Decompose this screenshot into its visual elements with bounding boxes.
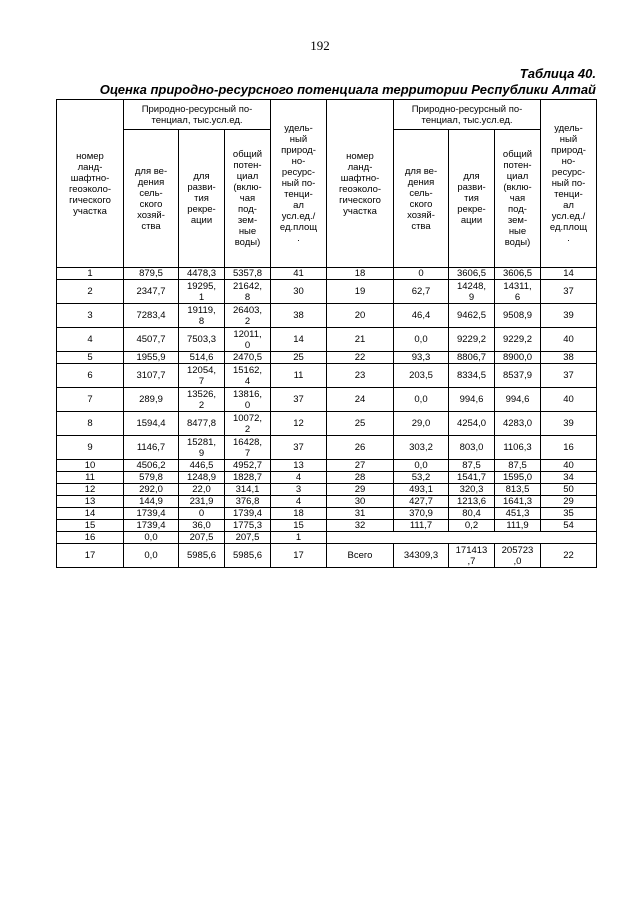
table-row xyxy=(57,268,597,280)
cell-specific-right: 39 xyxy=(541,304,597,328)
cell-total-right: 87,5 xyxy=(495,460,541,472)
cell-specific-right: 54 xyxy=(541,520,597,532)
cell-specific-left: 37 xyxy=(271,436,327,460)
cell-total-left: 1828,7 xyxy=(225,472,271,484)
cell-recreation-left: 19119, 8 xyxy=(179,304,225,328)
table-row-total xyxy=(57,544,597,568)
cell-agri-right: 62,7 xyxy=(394,280,449,304)
cell-specific-left: 25 xyxy=(271,352,327,364)
cell-plot-left: 5 xyxy=(57,352,124,364)
cell-total-left: 15162, 4 xyxy=(225,364,271,388)
cell-plot-left: 11 xyxy=(57,472,124,484)
header-row-top xyxy=(57,100,597,130)
col-header-recreation-left: для разви- тия рекре- ации xyxy=(179,130,225,268)
cell-plot-right: 32 xyxy=(327,520,394,532)
cell-total-right: 8900,0 xyxy=(495,352,541,364)
cell-specific-left: 1 xyxy=(271,532,327,544)
cell-recreation-right: 1213,6 xyxy=(449,496,495,508)
cell-specific-right: 34 xyxy=(541,472,597,484)
table-row xyxy=(57,484,597,496)
cell-recreation-right: 3606,5 xyxy=(449,268,495,280)
cell-plot-left: 12 xyxy=(57,484,124,496)
cell-total-left: 10072, 2 xyxy=(225,412,271,436)
col-header-agri-right: для ве- дения сель- ского хозяй- ства xyxy=(394,130,449,268)
cell-recreation-left: 7503,3 xyxy=(179,328,225,352)
table-row xyxy=(57,532,597,544)
table-row xyxy=(57,352,597,364)
cell-specific-left: 30 xyxy=(271,280,327,304)
cell-plot-left: 13 xyxy=(57,496,124,508)
cell-agri-right: 111,7 xyxy=(394,520,449,532)
cell-specific-right: 29 xyxy=(541,496,597,508)
cell-total-right: 9229,2 xyxy=(495,328,541,352)
table-row xyxy=(57,496,597,508)
cell-agri-left: 289,9 xyxy=(124,388,179,412)
cell-total-right: 205723 ,0 xyxy=(495,544,541,568)
cell-recreation-left: 19295, 1 xyxy=(179,280,225,304)
cell-agri-left: 292,0 xyxy=(124,484,179,496)
col-header-total-right: общий потен- циал (вклю- чая под- зем- ные воды) xyxy=(495,130,541,268)
cell-plot-right: 23 xyxy=(327,364,394,388)
table-row xyxy=(57,328,597,352)
cell-plot-left: 16 xyxy=(57,532,124,544)
cell-agri-right: 0,0 xyxy=(394,388,449,412)
cell-agri-left: 4507,7 xyxy=(124,328,179,352)
cell-specific-right: 35 xyxy=(541,508,597,520)
cell-specific-left: 13 xyxy=(271,460,327,472)
cell-plot-right: 18 xyxy=(327,268,394,280)
cell-total-left: 16428, 7 xyxy=(225,436,271,460)
cell-agri-right: 93,3 xyxy=(394,352,449,364)
cell-total-right: 451,3 xyxy=(495,508,541,520)
cell-plot-right: 30 xyxy=(327,496,394,508)
cell-total-right: 4283,0 xyxy=(495,412,541,436)
cell-specific-right: 50 xyxy=(541,484,597,496)
cell-agri-right: 203,5 xyxy=(394,364,449,388)
cell-plot-left: 3 xyxy=(57,304,124,328)
cell-specific-right: 16 xyxy=(541,436,597,460)
cell-recreation-left: 15281, 9 xyxy=(179,436,225,460)
cell-specific-right: 37 xyxy=(541,280,597,304)
table-row xyxy=(57,364,597,388)
cell-total-right: 9508,9 xyxy=(495,304,541,328)
cell-agri-left: 0,0 xyxy=(124,544,179,568)
cell-specific-left: 41 xyxy=(271,268,327,280)
table-row xyxy=(57,388,597,412)
cell-agri-right: 29,0 xyxy=(394,412,449,436)
cell-agri-left: 7283,4 xyxy=(124,304,179,328)
table-row xyxy=(57,412,597,436)
cell-plot-right: 22 xyxy=(327,352,394,364)
cell-total-left: 1775,3 xyxy=(225,520,271,532)
cell-plot-left: 4 xyxy=(57,328,124,352)
cell-specific-left: 4 xyxy=(271,496,327,508)
table-row xyxy=(57,280,597,304)
cell-specific-left: 11 xyxy=(271,364,327,388)
cell-plot-right: 20 xyxy=(327,304,394,328)
table-row xyxy=(57,472,597,484)
cell-specific-left: 18 xyxy=(271,508,327,520)
cell-specific-right: 37 xyxy=(541,364,597,388)
cell-plot-right: 29 xyxy=(327,484,394,496)
cell-recreation-left: 12054, 7 xyxy=(179,364,225,388)
cell-agri-right: 0,0 xyxy=(394,460,449,472)
cell-total-right: 14311, 6 xyxy=(495,280,541,304)
cell-plot-left: 8 xyxy=(57,412,124,436)
cell-total-left: 21642, 8 xyxy=(225,280,271,304)
cell-agri-left: 2347,7 xyxy=(124,280,179,304)
cell-recreation-right: 0,2 xyxy=(449,520,495,532)
cell-specific-right: 40 xyxy=(541,388,597,412)
cell-specific-left: 12 xyxy=(271,412,327,436)
cell-plot-left: 1 xyxy=(57,268,124,280)
cell-recreation-left: 36,0 xyxy=(179,520,225,532)
cell-recreation-right: 80,4 xyxy=(449,508,495,520)
cell-agri-right: 53,2 xyxy=(394,472,449,484)
cell-recreation-left: 0 xyxy=(179,508,225,520)
cell-plot-right: 27 xyxy=(327,460,394,472)
col-header-total-left: общий потен- циал (вклю- чая под- зем- ные воды) xyxy=(225,130,271,268)
cell-recreation-right: 1541,7 xyxy=(449,472,495,484)
cell-specific-left: 37 xyxy=(271,388,327,412)
cell-total-right: 8537,9 xyxy=(495,364,541,388)
cell-total-left: 207,5 xyxy=(225,532,271,544)
cell-plot-left: 2 xyxy=(57,280,124,304)
cell-specific-left: 17 xyxy=(271,544,327,568)
table-label: Таблица 40. xyxy=(519,66,596,81)
cell-plot-right: 21 xyxy=(327,328,394,352)
cell-total-left: 5357,8 xyxy=(225,268,271,280)
cell-agri-left: 3107,7 xyxy=(124,364,179,388)
table-row xyxy=(57,460,597,472)
cell-plot-right: 19 xyxy=(327,280,394,304)
table-title: Оценка природно-ресурсного потенциала территории Республики Алтай xyxy=(99,82,596,97)
cell-agri-left: 879,5 xyxy=(124,268,179,280)
table-row xyxy=(57,304,597,328)
cell-recreation-left: 514,6 xyxy=(179,352,225,364)
cell-agri-left: 144,9 xyxy=(124,496,179,508)
cell-agri-right: 0 xyxy=(394,268,449,280)
cell-recreation-right: 14248, 9 xyxy=(449,280,495,304)
cell-specific-left: 14 xyxy=(271,328,327,352)
cell-total-left: 5985,6 xyxy=(225,544,271,568)
cell-plot-left: 9 xyxy=(57,436,124,460)
table-row xyxy=(57,508,597,520)
table-row xyxy=(57,436,597,460)
cell-total-left: 13816, 0 xyxy=(225,388,271,412)
cell-plot-left: 14 xyxy=(57,508,124,520)
cell-plot-right: 24 xyxy=(327,388,394,412)
cell-total-left: 314,1 xyxy=(225,484,271,496)
cell-plot-left: 10 xyxy=(57,460,124,472)
cell-recreation-right: 4254,0 xyxy=(449,412,495,436)
cell-recreation-right: 803,0 xyxy=(449,436,495,460)
cell-recreation-left: 4478,3 xyxy=(179,268,225,280)
cell-specific-right: 38 xyxy=(541,352,597,364)
cell-specific-right: 39 xyxy=(541,412,597,436)
cell-recreation-right: 171413 ,7 xyxy=(449,544,495,568)
cell-recreation-left: 5985,6 xyxy=(179,544,225,568)
cell-total-right: 813,5 xyxy=(495,484,541,496)
cell-recreation-left: 22,0 xyxy=(179,484,225,496)
cell-agri-left: 1594,4 xyxy=(124,412,179,436)
cell-specific-left: 38 xyxy=(271,304,327,328)
cell-total-right: 1641,3 xyxy=(495,496,541,508)
cell-agri-right: 0,0 xyxy=(394,328,449,352)
cell-recreation-right: 87,5 xyxy=(449,460,495,472)
cell-specific-right: 40 xyxy=(541,328,597,352)
col-header-potential-group-right: Природно-ресурсный по- тенциал, тыс.усл.ед. xyxy=(394,100,541,130)
cell-total-right: 1595,0 xyxy=(495,472,541,484)
cell-total-left: 2470,5 xyxy=(225,352,271,364)
cell-agri-right: 34309,3 xyxy=(394,544,449,568)
cell-agri-right: 303,2 xyxy=(394,436,449,460)
cell-total-right: 1106,3 xyxy=(495,436,541,460)
cell-total-left: 12011, 0 xyxy=(225,328,271,352)
cell-plot-right: 25 xyxy=(327,412,394,436)
cell-agri-left: 1146,7 xyxy=(124,436,179,460)
cell-specific-left: 15 xyxy=(271,520,327,532)
cell-agri-left: 1739,4 xyxy=(124,520,179,532)
cell-recreation-left: 231,9 xyxy=(179,496,225,508)
cell-total-left: 1739,4 xyxy=(225,508,271,520)
cell-agri-left: 579,8 xyxy=(124,472,179,484)
empty-cell-right xyxy=(327,532,597,544)
cell-recreation-right: 320,3 xyxy=(449,484,495,496)
cell-agri-left: 1739,4 xyxy=(124,508,179,520)
cell-total-left: 376,8 xyxy=(225,496,271,508)
cell-plot-left: 6 xyxy=(57,364,124,388)
table-body xyxy=(57,268,597,568)
cell-total-left: 26403, 2 xyxy=(225,304,271,328)
cell-total-right: 994,6 xyxy=(495,388,541,412)
cell-total-right: 111,9 xyxy=(495,520,541,532)
cell-plot-left: 17 xyxy=(57,544,124,568)
cell-total-label: Всего xyxy=(327,544,394,568)
cell-total-right: 3606,5 xyxy=(495,268,541,280)
cell-plot-left: 15 xyxy=(57,520,124,532)
cell-recreation-right: 994,6 xyxy=(449,388,495,412)
cell-specific-left: 3 xyxy=(271,484,327,496)
cell-plot-right: 28 xyxy=(327,472,394,484)
cell-recreation-left: 207,5 xyxy=(179,532,225,544)
cell-agri-left: 4506,2 xyxy=(124,460,179,472)
cell-plot-right: 31 xyxy=(327,508,394,520)
col-header-specific-right: удель- ный природ- но- ресурс- ный по- тенци- ал усл.ед./ ед.площ . xyxy=(541,100,597,268)
cell-agri-right: 370,9 xyxy=(394,508,449,520)
cell-recreation-left: 13526, 2 xyxy=(179,388,225,412)
cell-specific-right: 22 xyxy=(541,544,597,568)
col-header-plot-number-right: номер ланд- шафтно- геоэколо- гического участка xyxy=(327,100,394,268)
cell-recreation-right: 9462,5 xyxy=(449,304,495,328)
cell-agri-left: 0,0 xyxy=(124,532,179,544)
cell-recreation-left: 8477,8 xyxy=(179,412,225,436)
col-header-specific-left: удель- ный природ- но- ресурс- ный по- тенци- ал усл.ед./ ед.площ . xyxy=(271,100,327,268)
col-header-plot-number-left: номер ланд- шафтно- геоэколо- гического участка xyxy=(57,100,124,268)
cell-recreation-right: 9229,2 xyxy=(449,328,495,352)
cell-agri-right: 493,1 xyxy=(394,484,449,496)
cell-recreation-right: 8334,5 xyxy=(449,364,495,388)
cell-recreation-right: 8806,7 xyxy=(449,352,495,364)
cell-recreation-left: 446,5 xyxy=(179,460,225,472)
cell-agri-left: 1955,9 xyxy=(124,352,179,364)
cell-total-left: 4952,7 xyxy=(225,460,271,472)
cell-specific-right: 40 xyxy=(541,460,597,472)
cell-agri-right: 46,4 xyxy=(394,304,449,328)
cell-plot-right: 26 xyxy=(327,436,394,460)
table-row xyxy=(57,520,597,532)
cell-specific-right: 14 xyxy=(541,268,597,280)
cell-specific-left: 4 xyxy=(271,472,327,484)
cell-plot-left: 7 xyxy=(57,388,124,412)
col-header-potential-group-left: Природно-ресурсный по- тенциал, тыс.усл.ед. xyxy=(124,100,271,130)
col-header-agri-left: для ве- дения сель- ского хозяй- ства xyxy=(124,130,179,268)
page-number: 192 xyxy=(310,38,330,53)
col-header-recreation-right: для разви- тия рекре- ации xyxy=(449,130,495,268)
cell-agri-right: 427,7 xyxy=(394,496,449,508)
cell-recreation-left: 1248,9 xyxy=(179,472,225,484)
potential-table xyxy=(56,99,597,568)
